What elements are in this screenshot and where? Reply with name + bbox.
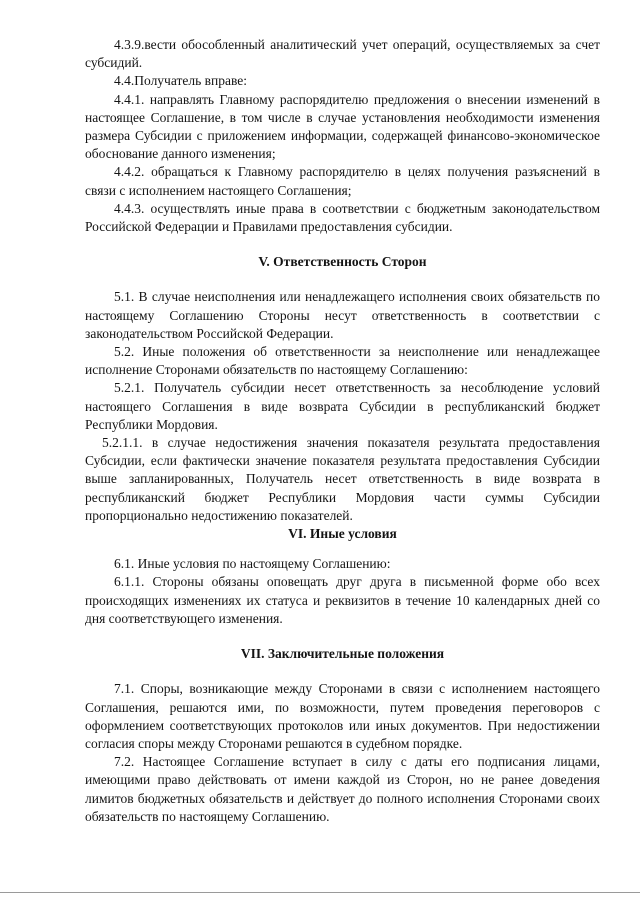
paragraph-5-2-1-1: 5.2.1.1. в случае недостижения значения показателя результата предоставления Субсидии, если фактически значение показателя результата предоставления Субсидии выше запланированных, Получатель несет ответственность в виде возврата в республиканский бюджет Республики Мордовия части суммы Субсидии пропорционально недостижению показателей. [85,435,600,523]
paragraph-4-4-1: 4.4.1. направлять Главному распорядителю предложения о внесении изменений в настоящее Соглашение, в том числе в случае установления необходимости изменения размера Субсидии с приложением информации, содержащей финансово-экономическое обоснование данного изменения; [85,91,600,162]
section-5-heading: V. Ответственность Сторон [258,254,427,270]
paragraph-4-4-2: 4.4.2. обращаться к Главному распорядителю в целях получения разъяснений в связи с исполнением настоящего Соглашения; [85,164,600,198]
paragraph-5-2: 5.2. Иные положения об ответственности за неисполнение или ненадлежащее исполнение Сторонами обязательств по настоящему Соглашению: [85,344,600,378]
section-6-heading: VI. Иные условия [288,526,397,542]
paragraph-4-4-3: 4.4.3. осуществлять иные права в соответствии с бюджетным законодательством Российской Федерации и Правилами предоставления субсидии. [85,200,600,235]
paragraph-6-1-1: 6.1.1. Стороны обязаны оповещать друг друга в письменной форме обо всех происходящих изменениях их статуса и реквизитов в течение 10 календарных дней со дня соответствующего изменения. [85,574,600,626]
paragraph-7-2: 7.2. Настоящее Соглашение вступает в силу с даты его подписания лицами, имеющими право действовать от имени каждой из Сторон, но не ранее доведения лимитов бюджетных обязательств и действует до полного исполнения Сторонами своих обязательств по настоящему Соглашению. [85,754,600,824]
paragraph-7-1: 7.1. Споры, возникающие между Сторонами в связи с исполнением настоящего Соглашения, решаются ими, по возможности, путем проведения переговоров с оформлением соответствующих протоколов или иных документов. При недостижении согласия споры между Сторонами решаются в судебном порядке. [85,681,600,751]
paragraph-4-4: 4.4.Получатель вправе: [114,73,248,89]
paragraph-4-3-9: 4.3.9.вести обособленный аналитический учет операций, осуществляемых за счет субсидий. [85,37,600,71]
paragraph-5-1: 5.1. В случае неисполнения или ненадлежащего исполнения своих обязательств по настоящему Соглашению Стороны несут ответственность в соответствии с законодательством Российской Федерации. [85,289,600,341]
paragraph-6-1: 6.1. Иные условия по настоящему Соглашению: [114,556,391,572]
paragraph-5-2-1: 5.2.1. Получатель субсидии несет ответственность за несоблюдение условий настоящего Соглашения в виде возврата Субсидии в республиканский бюджет Республики Мордовия. [85,380,600,432]
page-bottom-edge [0,892,640,893]
document-page [85,36,600,826]
section-7-heading: VII. Заключительные положения [240,646,445,662]
